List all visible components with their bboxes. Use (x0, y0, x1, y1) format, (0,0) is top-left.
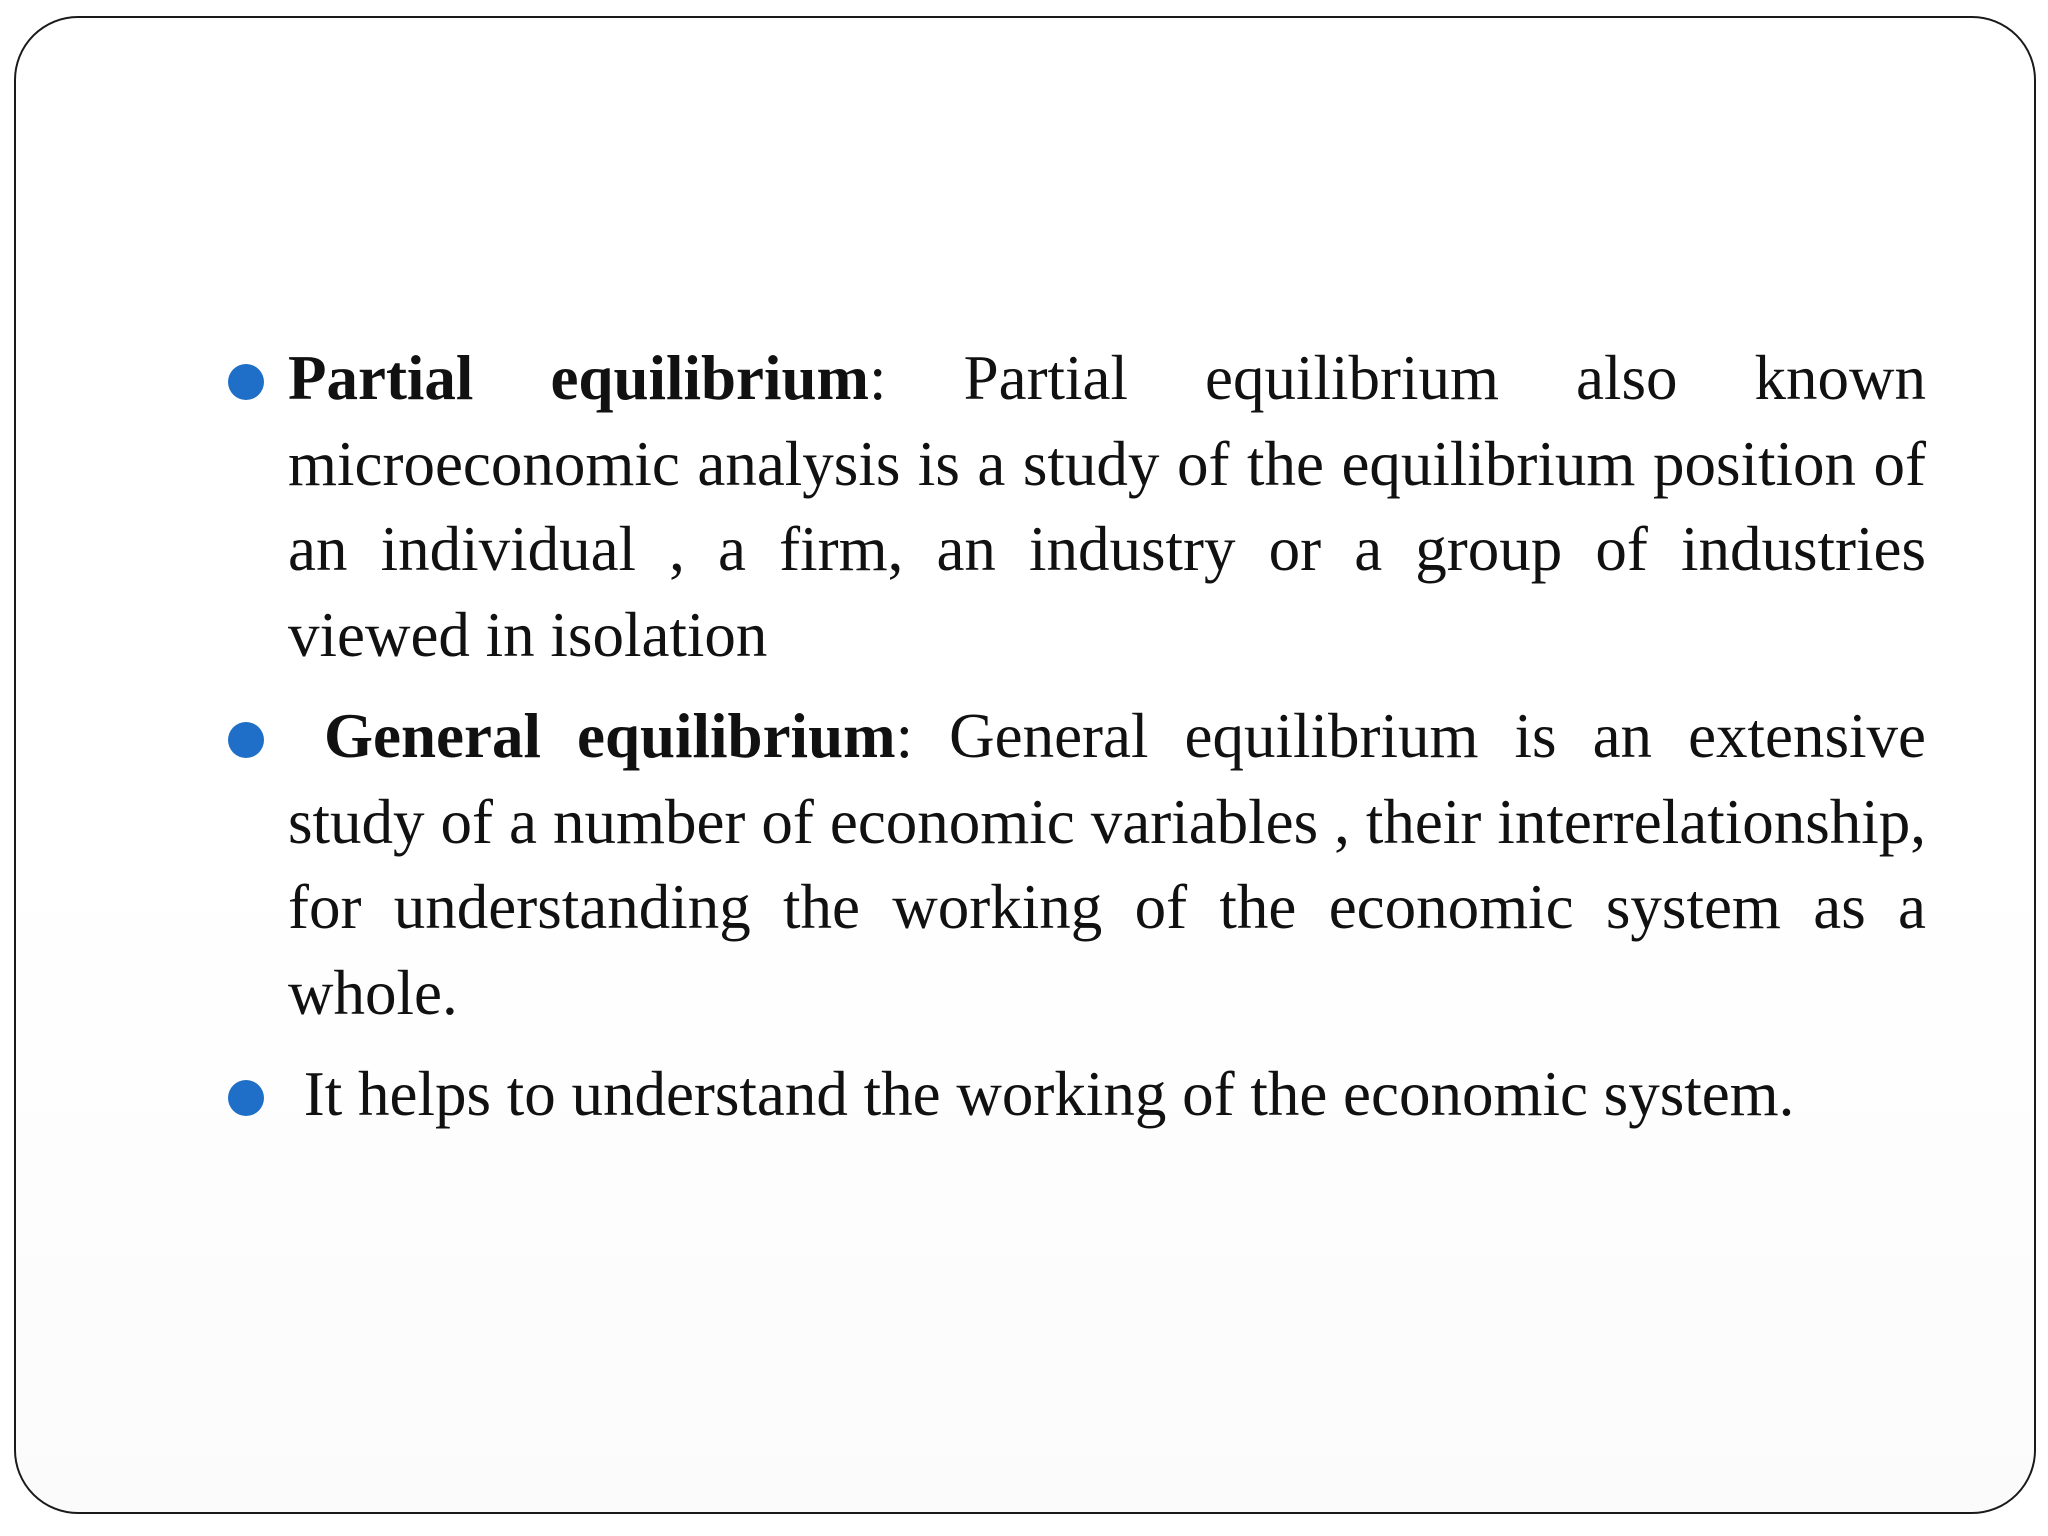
lead-space (288, 701, 324, 771)
bullet-dot-icon (228, 364, 264, 400)
term-general-equilibrium: General equilibrium (324, 701, 896, 771)
bullet-list (228, 336, 1926, 1154)
bullet-dot-icon (228, 722, 264, 758)
term-separator: : (869, 343, 964, 413)
definition-partial-equilibrium: Partial equilibrium also known microeconomic analysis is a study of the equilibrium position of an individual , a firm, an industry or a group of industries viewed in isolation (288, 343, 1927, 670)
statement-economic-system: It helps to understand the working of the economic system. (288, 1059, 1795, 1129)
definition-general-equilibrium: General equilibrium is an extensive study of a number of economic variables , their interrelationship, for understanding the working of the economic system as a whole. (288, 701, 1927, 1028)
bullet-general-equilibrium (228, 694, 1926, 1036)
term-partial-equilibrium: Partial equilibrium (288, 343, 870, 413)
term-separator: : (895, 701, 950, 771)
bullet-dot-icon (228, 1080, 264, 1116)
bullet-partial-equilibrium (228, 336, 1926, 678)
bullet-economic-system (228, 1052, 1926, 1138)
